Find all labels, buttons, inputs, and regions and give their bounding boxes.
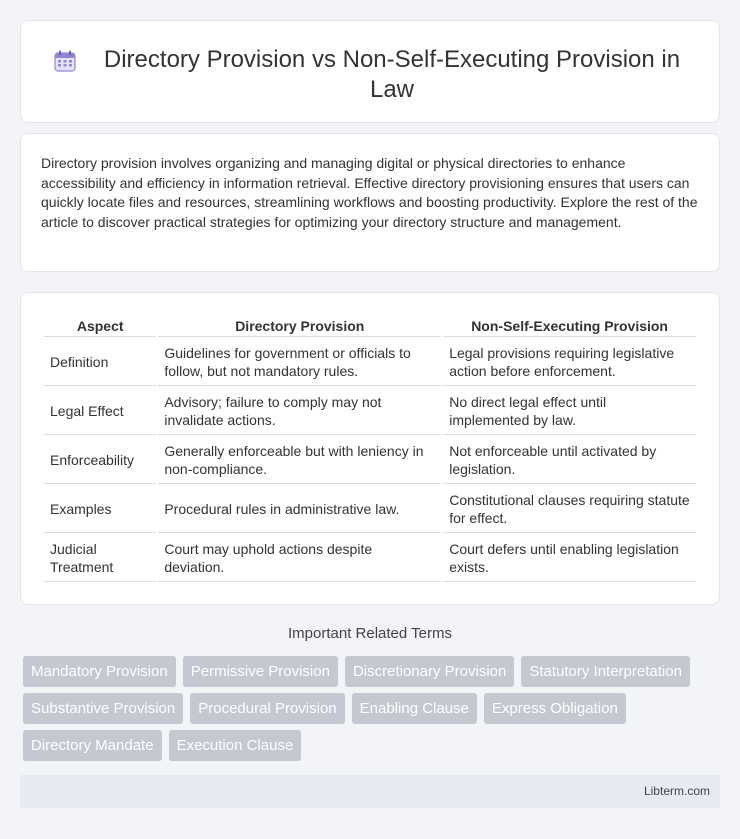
row-aspect: Enforceability bbox=[44, 435, 156, 484]
related-term-tag[interactable]: Permissive Provision bbox=[183, 656, 338, 687]
footer-site-link[interactable]: Libterm.com bbox=[643, 784, 710, 798]
related-term-tag[interactable]: Substantive Provision bbox=[23, 693, 183, 724]
row-directory: Advisory; failure to comply may not invalidate actions. bbox=[158, 386, 441, 435]
column-header-non-self-executing: Non-Self-Executing Provision bbox=[443, 315, 696, 337]
row-directory: Procedural rules in administrative law. bbox=[158, 484, 441, 533]
related-term-tag[interactable]: Directory Mandate bbox=[23, 730, 162, 761]
related-terms-title: Important Related Terms bbox=[288, 625, 452, 642]
related-term-tag[interactable]: Execution Clause bbox=[169, 730, 302, 761]
intro-card bbox=[20, 133, 720, 272]
row-non-self-executing: Legal provisions requiring legislative action before enforcement. bbox=[443, 337, 696, 386]
page-title: Directory Provision vs Non-Self-Executing Provision in Law bbox=[103, 46, 681, 103]
row-aspect: Definition bbox=[44, 337, 156, 386]
row-non-self-executing: Court defers until enabling legislation exists. bbox=[443, 533, 696, 582]
related-term-tag[interactable]: Discretionary Provision bbox=[345, 656, 514, 687]
related-terms-list bbox=[23, 656, 723, 767]
column-header-directory: Directory Provision bbox=[158, 315, 441, 337]
row-aspect: Legal Effect bbox=[44, 386, 156, 435]
related-term-tag[interactable]: Express Obligation bbox=[484, 693, 626, 724]
related-term-tag[interactable]: Enabling Clause bbox=[352, 693, 477, 724]
table-row bbox=[44, 484, 696, 533]
row-directory: Guidelines for government or officials to follow, but not mandatory rules. bbox=[158, 337, 441, 386]
row-directory: Generally enforceable but with leniency in non-compliance. bbox=[158, 435, 441, 484]
table-row bbox=[44, 435, 696, 484]
row-non-self-executing: Constitutional clauses requiring statute for effect. bbox=[443, 484, 696, 533]
intro-text: Directory provision involves organizing and managing digital or physical directories to enhance accessibility and efficiency in information retrieval. Effective directory provisioning ensures that users can quickly locate files and resources, streamlining workflows and boosting productivity. Explore the rest of the article to discover practical strategies for optimizing your directory structure and management. bbox=[41, 155, 698, 230]
comparison-table bbox=[42, 315, 698, 582]
row-non-self-executing: Not enforceable until activated by legislation. bbox=[443, 435, 696, 484]
footer bbox=[20, 775, 720, 808]
header-card bbox=[20, 20, 720, 123]
row-non-self-executing: No direct legal effect until implemented by law. bbox=[443, 386, 696, 435]
row-aspect: Judicial Treatment bbox=[44, 533, 156, 582]
table-row bbox=[44, 386, 696, 435]
related-term-tag[interactable]: Mandatory Provision bbox=[23, 656, 176, 687]
comparison-card bbox=[20, 292, 720, 605]
column-header-aspect: Aspect bbox=[44, 315, 156, 337]
row-directory: Court may uphold actions despite deviation. bbox=[158, 533, 441, 582]
row-aspect: Examples bbox=[44, 484, 156, 533]
related-term-tag[interactable]: Statutory Interpretation bbox=[521, 656, 690, 687]
table-row bbox=[44, 337, 696, 386]
calendar-icon bbox=[53, 49, 77, 73]
table-header-row bbox=[44, 315, 696, 337]
related-term-tag[interactable]: Procedural Provision bbox=[190, 693, 344, 724]
table-row bbox=[44, 533, 696, 582]
